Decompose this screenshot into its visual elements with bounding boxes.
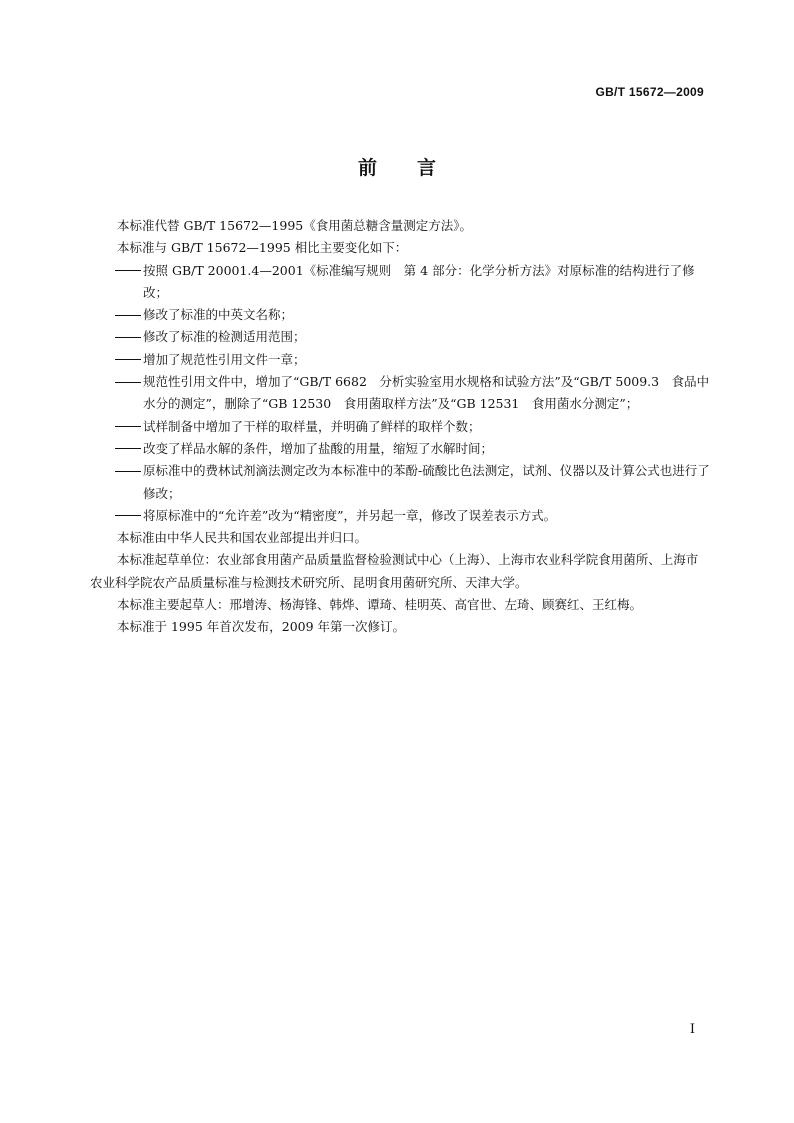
- preface-body: [90, 215, 710, 639]
- paragraph-replaces: 本标准代替 GB/T 15672—1995《食用菌总糖含量测定方法》。: [117, 218, 472, 233]
- paragraph-changes-intro: 本标准与 GB/T 15672—1995 相比主要变化如下：: [117, 240, 408, 256]
- dash-marker: [115, 270, 141, 272]
- dash-marker: [115, 337, 141, 339]
- change-item: [90, 416, 710, 438]
- standard-code: GB/T 15672—2009: [595, 85, 704, 99]
- change-item: [90, 371, 710, 416]
- dash-marker: [115, 448, 141, 450]
- change-item-text: 增加了规范性引用文件一章；: [143, 351, 306, 367]
- paragraph-history: 本标准于 1995 年首次发布，2009 年第一次修订。: [117, 619, 406, 635]
- change-item-text: 原标准中的费林试剂滴法测定改为本标准中的苯酚-硫酸比色法测定，试剂、仪器以及计算公式也进行了修改；: [143, 463, 710, 501]
- page-title: 前言: [357, 157, 476, 179]
- paragraph-drafters: 本标准主要起草人：邢增涛、杨海锋、韩烨、谭琦、桂明英、高官世、左琦、顾赛红、王红梅。: [117, 597, 643, 613]
- paragraph-drafting-units: 本标准起草单位：农业部食用菌产品质量监督检验测试中心（上海）、上海市农业科学院食用菌所、上海市农业科学院农产品质量标准与检测技术研究所、昆明食用菌研究所、天津大学。: [90, 552, 699, 590]
- dash-marker: [115, 382, 141, 384]
- change-item: [90, 438, 710, 460]
- change-item-text: 改变了样品水解的条件，增加了盐酸的用量，缩短了水解时间；: [143, 440, 494, 456]
- change-item: [90, 505, 710, 527]
- page-number: I: [689, 1022, 695, 1037]
- change-item-text: 修改了标准的检测适用范围；: [143, 329, 306, 345]
- change-item-text: 试样制备中增加了干样的取样量，并明确了鲜样的取样个数；: [143, 418, 481, 434]
- change-item-text: 修改了标准的中英文名称；: [143, 307, 294, 323]
- change-item-text: 按照 GB/T 20001.4—2001《标准编写规则 第 4 部分：化学分析方法》对原标准的结构进行了修改；: [143, 262, 695, 300]
- paragraph-proposer: 本标准由中华人民共和国农业部提出并归口。: [117, 530, 368, 546]
- change-item: [90, 460, 710, 505]
- change-item: [90, 304, 710, 326]
- dash-marker: [115, 515, 141, 517]
- change-item: [90, 260, 710, 305]
- change-item-text: 规范性引用文件中，增加了“GB/T 6682 分析实验室用水规格和试验方法”及“GB/T 5009.3 食品中水分的测定”，删除了“GB 12530 食用菌取样方法”及“GB 12531 食用菌水分测定”；: [143, 374, 710, 412]
- change-item: [90, 349, 710, 371]
- dash-marker: [115, 471, 141, 473]
- dash-marker: [115, 359, 141, 361]
- change-item-text: 将原标准中的“允许差”改为“精密度”，并另起一章，修改了误差表示方式。: [143, 507, 557, 523]
- dash-marker: [115, 315, 141, 317]
- dash-marker: [115, 426, 141, 428]
- change-item: [90, 326, 710, 348]
